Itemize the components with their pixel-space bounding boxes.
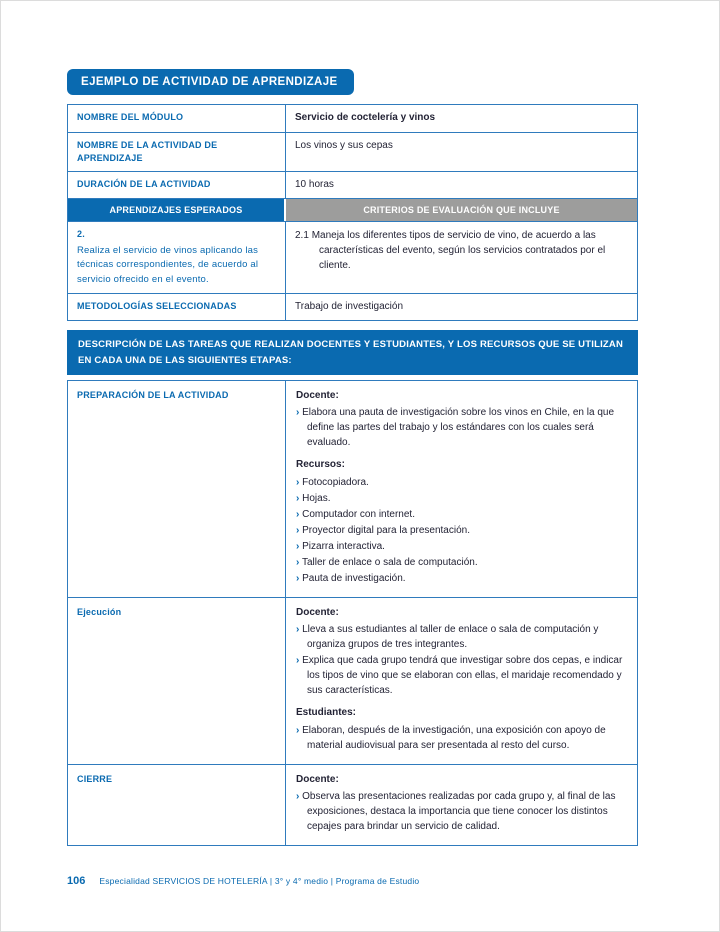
table-header-row [68,198,637,221]
list-item [296,539,627,554]
table-row [68,171,637,199]
table-row [68,293,637,321]
list-item-text: Elabora una pauta de investigación sobre los vinos en Chile, en la que define las partes del trabajo y los estándares con los cuales será evaluado. [302,407,614,449]
stage-row [68,597,637,764]
expected-learning-cell [68,222,286,293]
stage-content-preparacion [286,381,637,597]
module-name-value: Servicio de coctelería y vinos [295,112,436,123]
list-item [296,475,627,490]
section-heading: Recursos: [296,459,345,471]
activity-name-value: Los vinos y sus cepas [295,139,393,151]
methodology-value: Trabajo de investigación [295,300,404,312]
page-content [67,69,638,846]
bullet-arrow-icon: › [296,407,300,419]
bullet-arrow-icon: › [296,791,300,803]
list-item-text: Pizarra interactiva. [302,540,385,552]
stage-section [296,389,627,451]
list-item-text: Hojas. [302,492,331,504]
list-item [296,507,627,522]
list-item-text: Lleva a sus estudiantes al taller de enlace o sala de computación y organiza grupos de tres integrantes. [302,624,599,651]
section-heading: Docente: [296,606,339,618]
stages-table [67,380,638,847]
bullet-arrow-icon: › [296,524,300,536]
stage-section [296,458,627,586]
list-item [296,653,627,698]
bullet-arrow-icon: › [296,540,300,552]
bullet-arrow-icon: › [296,508,300,520]
duration-value: 10 horas [295,178,334,190]
evaluation-criteria-header: CRITERIOS DE EVALUACIÓN QUE INCLUYE [286,199,637,221]
stage-label-cierre: CIERRE [68,765,286,846]
description-banner: DESCRIPCIÓN DE LAS TAREAS QUE REALIZAN DOCENTES Y ESTUDIANTES, Y LOS RECURSOS QUE SE UTILIZAN EN CADA UNA DE LAS SIGUIENTES ETAPAS: [67,330,638,374]
criteria-number: 2.1 [295,230,309,242]
list-item-text: Computador con internet. [302,508,415,520]
activity-info-table [67,104,638,321]
expected-learning-header: APRENDIZAJES ESPERADOS [68,199,286,221]
list-item-text: Observa las presentaciones realizadas por cada grupo y, al final de las exposiciones, destaca la importancia que tiene conocer los distintos cepajes para brindar un servicio de calidad. [302,791,616,833]
list-item [296,622,627,652]
list-item-text: Fotocopiadora. [302,476,369,488]
stage-row [68,764,637,846]
bullet-arrow-icon: › [296,572,300,584]
expected-learning-number: 2. [77,229,85,240]
criteria-cell [286,222,637,293]
page-footer [67,875,419,887]
section-heading: Estudiantes: [296,707,357,719]
module-name-label: NOMBRE DEL MÓDULO [68,105,286,132]
stage-row [68,381,637,597]
list-item [296,723,627,753]
stage-section [296,706,627,753]
section-heading: Docente: [296,773,339,785]
stage-label-ejecucion: Ejecución [68,598,286,764]
stage-section [296,606,627,699]
table-row [68,105,637,132]
list-item [296,555,627,570]
list-item [296,405,627,450]
criteria-item [295,228,628,273]
table-row [68,132,637,171]
list-item-text: Pauta de investigación. [302,572,406,584]
activity-name-label: NOMBRE DE LA ACTIVIDAD DE APRENDIZAJE [68,133,286,171]
bullet-arrow-icon: › [296,655,300,667]
bullet-arrow-icon: › [296,476,300,488]
page-number: 106 [67,875,86,887]
list-item [296,523,627,538]
list-item-text: Explica que cada grupo tendrá que investigar sobre dos cepas, e indicar los tipos de vino que se elaboran con ellas, el maridaje recomendado y sus características. [302,655,623,697]
list-item-text: Elaboran, después de la investigación, una exposición con apoyo de material audiovisual para ser presentada al resto del curso. [302,724,606,751]
methodology-label: METODOLOGÍAS SELECCIONADAS [68,294,286,321]
page-title: EJEMPLO DE ACTIVIDAD DE APRENDIZAJE [67,69,354,95]
bullet-arrow-icon: › [296,624,300,636]
list-item [296,491,627,506]
list-item-text: Proyector digital para la presentación. [302,524,470,536]
list-item [296,571,627,586]
bullet-arrow-icon: › [296,556,300,568]
bullet-arrow-icon: › [296,492,300,504]
footer-text: Especialidad SERVICIOS DE HOTELERÍA | 3° y 4° medio | Programa de Estudio [99,876,420,886]
list-item [296,789,627,834]
stage-content-ejecucion [286,598,637,764]
stage-content-cierre [286,765,637,846]
bullet-arrow-icon: › [296,724,300,736]
list-item-text: Taller de enlace o sala de computación. [301,556,478,568]
section-heading: Docente: [296,389,339,401]
stage-section [296,773,627,835]
criteria-text: Maneja los diferentes tipos de servicio de vino, de acuerdo a las características del evento, según los servicios contratados por el cliente. [311,230,606,272]
stage-label-preparacion: PREPARACIÓN DE LA ACTIVIDAD [68,381,286,597]
table-row [68,221,637,293]
expected-learning-text: Realiza el servicio de vinos aplicando las técnicas correspondientes, de acuerdo al servicio ofrecido en el evento. [77,245,259,285]
duration-label: DURACIÓN DE LA ACTIVIDAD [68,172,286,199]
